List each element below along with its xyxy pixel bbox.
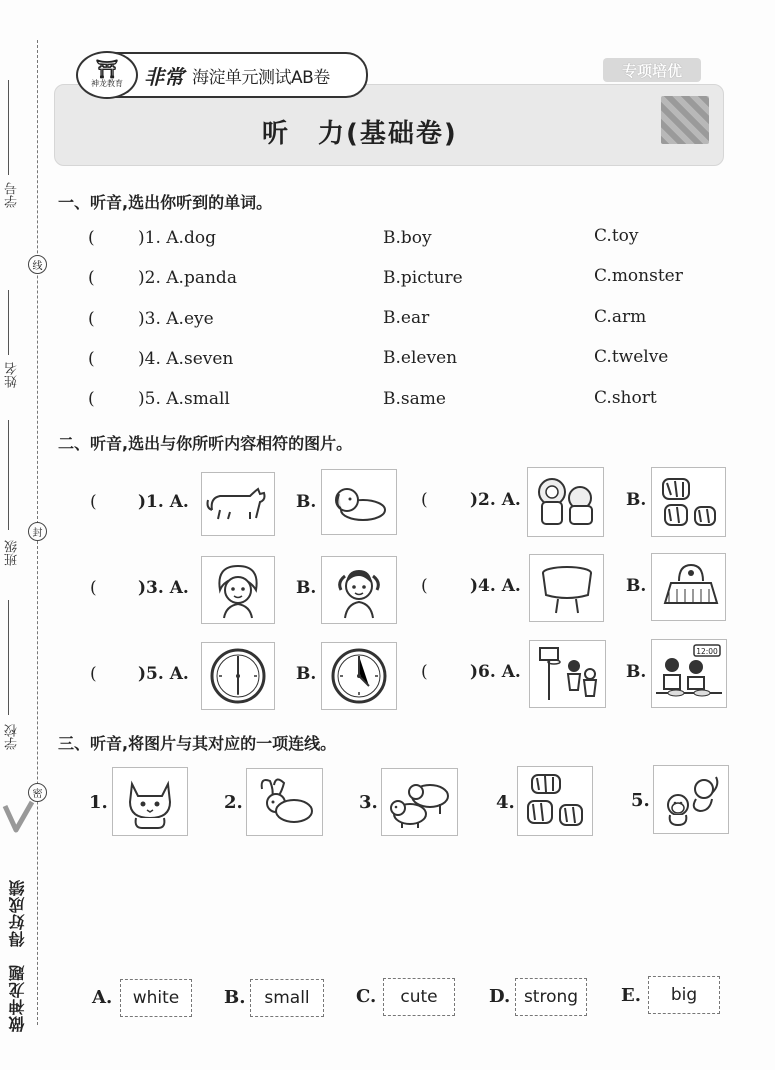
rabbit-icon[interactable] — [246, 768, 323, 836]
lunch-kids-icon[interactable] — [651, 639, 727, 708]
clock-icon[interactable] — [201, 642, 275, 710]
question-row: )2. A.panda — [138, 268, 237, 288]
option-word-small[interactable]: small — [250, 979, 324, 1017]
gate-icon: ⛩ — [95, 59, 119, 80]
student-id-underline — [8, 80, 23, 175]
answer-paren[interactable]: ( — [88, 309, 95, 329]
option-b-label: B. — [626, 662, 647, 682]
bears-icon[interactable] — [381, 768, 458, 836]
student-name-label: 姓名 — [5, 362, 20, 388]
option-word-big[interactable]: big — [648, 976, 720, 1014]
question-row: )3. A.eye — [138, 309, 214, 329]
lion-icon[interactable] — [527, 467, 604, 537]
option-c: C.arm — [594, 307, 647, 327]
monkeys-icon[interactable] — [653, 765, 729, 834]
brand-logo-name: 神龙教育 — [91, 79, 123, 88]
slogan-text: 做神龙题 得好成绩 — [8, 879, 27, 1032]
series-name: 海淀单元测试AB卷 — [192, 67, 330, 88]
section2-title: 二、听音,选出与你所听内容相符的图片。 — [58, 434, 353, 453]
option-b-label: B. — [296, 664, 317, 684]
girl-ponytail-icon[interactable] — [321, 556, 397, 624]
option-b-label: B. — [626, 490, 647, 510]
answer-paren[interactable]: ( — [421, 576, 428, 596]
cut-mark-seal: 封 — [28, 522, 47, 541]
question-label: )4. A. — [470, 576, 521, 596]
answer-paren[interactable]: ( — [88, 389, 95, 409]
brand-header — [82, 52, 368, 98]
tigers-icon[interactable] — [517, 766, 593, 836]
option-letter: C. — [356, 986, 377, 1007]
answer-paren[interactable]: ( — [90, 492, 97, 512]
question-label: )5. A. — [138, 664, 189, 684]
question-label: )1. A. — [138, 492, 189, 512]
clock-icon[interactable] — [321, 642, 397, 710]
option-letter: A. — [92, 987, 113, 1008]
question-row: )5. A.small — [138, 389, 230, 409]
cat-icon[interactable] — [201, 472, 275, 536]
lunch-clock-text: 12:00 — [696, 646, 718, 656]
dog-icon[interactable] — [321, 469, 397, 535]
tiger-icon[interactable] — [651, 467, 726, 537]
class-underline — [8, 420, 23, 530]
answer-paren[interactable]: ( — [421, 490, 428, 510]
page-title: 听 力(基础卷) — [262, 119, 458, 149]
question-row: )1. A.dog — [138, 228, 216, 248]
answer-paren[interactable]: ( — [421, 662, 428, 682]
bed-icon[interactable] — [651, 553, 726, 621]
basketball-kids-icon[interactable] — [529, 640, 606, 708]
option-word-cute[interactable]: cute — [383, 978, 455, 1016]
option-b: B.ear — [383, 308, 430, 328]
option-b-label: B. — [296, 492, 317, 512]
answer-paren[interactable]: ( — [90, 664, 97, 684]
option-word-strong[interactable]: strong — [515, 978, 587, 1016]
class-label: 班级 — [5, 540, 20, 566]
option-b: B.picture — [383, 268, 463, 288]
cut-mark-line: 线 — [28, 255, 47, 274]
qr-code-icon — [661, 96, 709, 144]
kitten-icon[interactable] — [112, 767, 188, 836]
picture-number: 4. — [496, 792, 515, 813]
picture-number: 2. — [224, 792, 243, 813]
option-letter: D. — [489, 986, 511, 1007]
question-label: )3. A. — [138, 578, 189, 598]
option-letter: B. — [224, 987, 246, 1008]
option-c: C.twelve — [594, 347, 669, 367]
section1-title: 一、听音,选出你听到的单词。 — [58, 193, 273, 212]
question-label: )2. A. — [470, 490, 521, 510]
picture-number: 1. — [89, 792, 108, 813]
option-b: B.eleven — [383, 348, 458, 368]
picture-number: 5. — [631, 790, 650, 811]
answer-paren[interactable]: ( — [88, 349, 95, 369]
answer-paren[interactable]: ( — [90, 578, 97, 598]
answer-paren[interactable]: ( — [88, 268, 95, 288]
student-id-label: 学号 — [5, 182, 20, 208]
option-b-label: B. — [626, 576, 647, 596]
brand-signature: 非常 — [144, 64, 184, 89]
option-b-label: B. — [296, 578, 317, 598]
option-c: C.monster — [594, 266, 683, 286]
student-name-underline — [8, 290, 23, 355]
question-row: )4. A.seven — [138, 349, 234, 369]
question-label: )6. A. — [470, 662, 521, 682]
table-icon[interactable] — [529, 554, 604, 622]
option-c: C.toy — [594, 226, 639, 246]
brand-logo — [76, 51, 138, 99]
section3-title: 三、听音,将图片与其对应的一项连线。 — [58, 734, 337, 753]
cut-mark-close: 密 — [28, 783, 47, 802]
picture-number: 3. — [359, 792, 378, 813]
option-b: B.same — [383, 389, 446, 409]
option-word-white[interactable]: white — [120, 979, 192, 1017]
school-label: 学校 — [5, 724, 20, 750]
option-letter: E. — [621, 985, 641, 1006]
tag-badge: 专项培优 — [603, 58, 701, 82]
option-b: B.boy — [383, 228, 432, 248]
girl-short-hair-icon[interactable] — [201, 556, 275, 624]
answer-paren[interactable]: ( — [88, 228, 95, 248]
option-c: C.short — [594, 388, 657, 408]
checkmark-icon — [2, 800, 34, 834]
school-underline — [8, 600, 23, 715]
